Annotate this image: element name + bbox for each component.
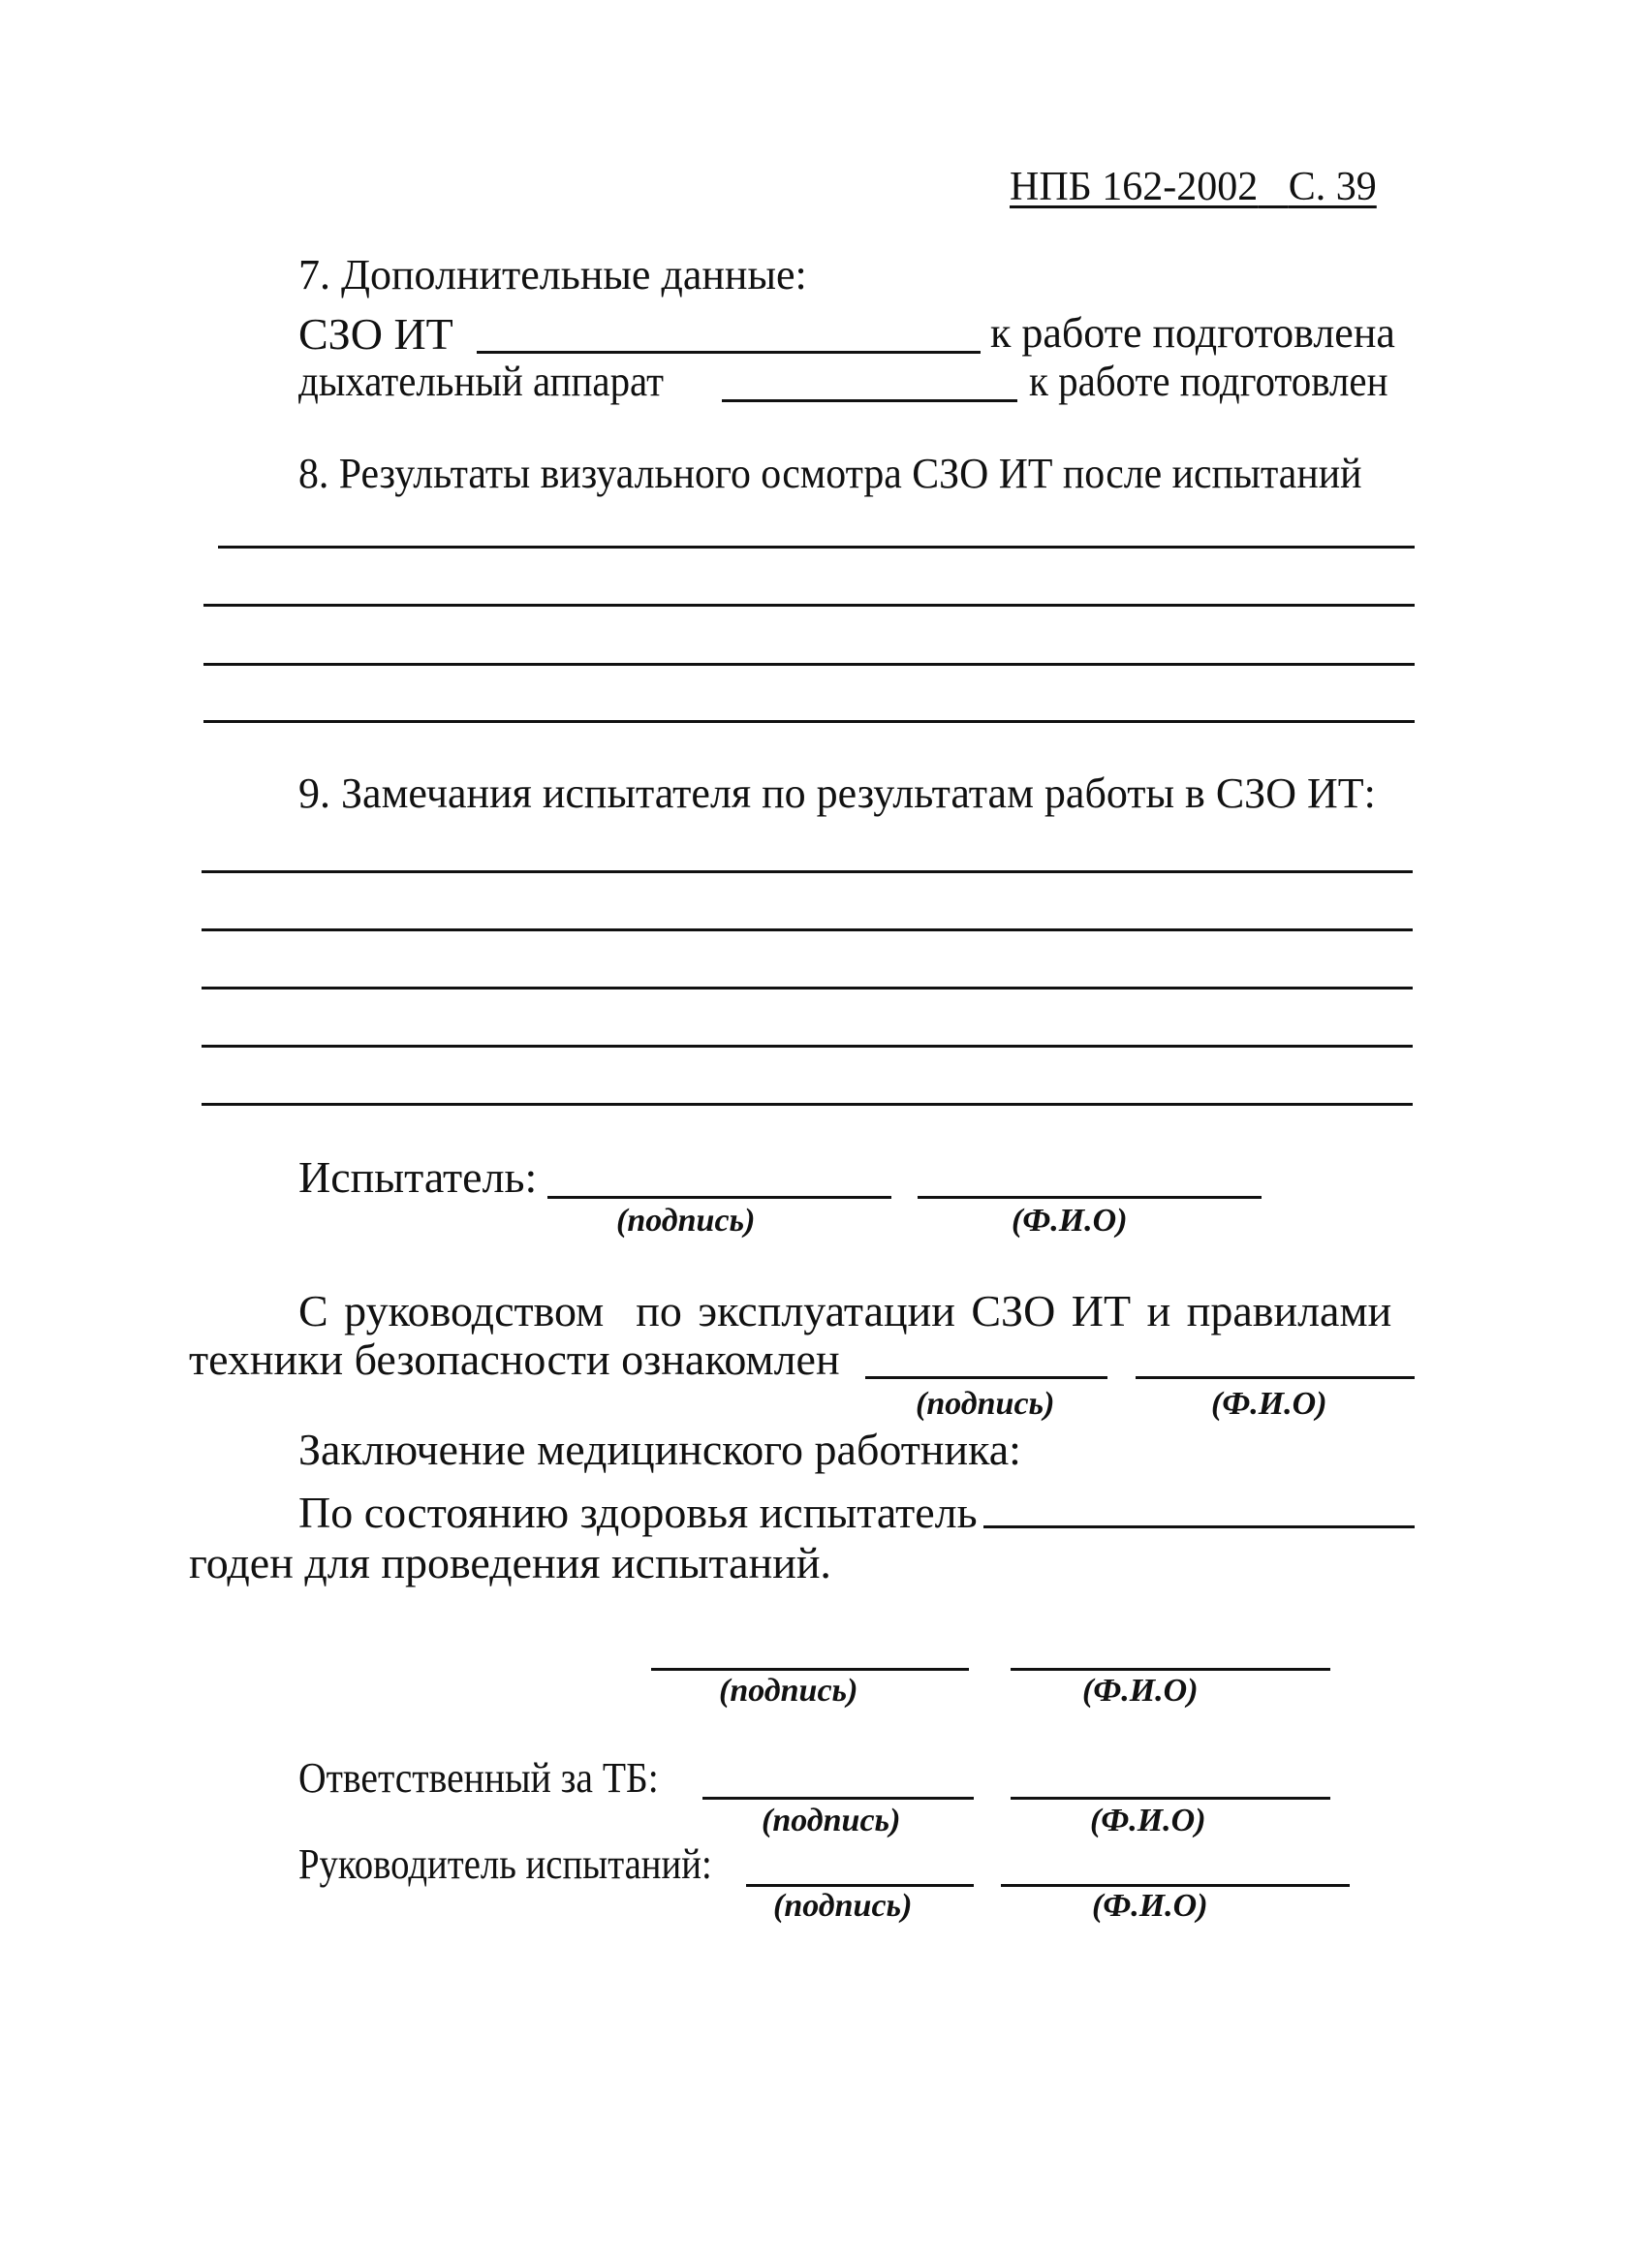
- safety-name-caption: (Ф.И.О): [1090, 1803, 1206, 1838]
- test-manager-label: Руководитель испытаний:: [298, 1840, 712, 1888]
- section-8-line[interactable]: [203, 604, 1415, 607]
- section-8-line[interactable]: [203, 663, 1415, 666]
- page-header: [1010, 167, 1377, 207]
- safety-signature-caption: (подпись): [762, 1803, 901, 1838]
- section-9-heading: 9. Замечания испытателя по результатам работы в СЗО ИТ:: [298, 769, 1376, 817]
- tester-signature-line[interactable]: [547, 1196, 891, 1199]
- breathing-apparatus-blank-line[interactable]: [722, 399, 1017, 402]
- section-8-line[interactable]: [218, 546, 1415, 549]
- acknowledgement-line-1: [298, 1286, 1392, 1335]
- tester-name-caption: (Ф.И.О): [1012, 1203, 1128, 1239]
- medical-tester-name-line[interactable]: [983, 1525, 1415, 1528]
- acknowledgement-line-2: техники безопасности ознакомлен: [189, 1335, 840, 1384]
- acknowledgement-name-caption: (Ф.И.О): [1211, 1386, 1327, 1422]
- section-9-line[interactable]: [202, 1045, 1413, 1048]
- medical-signature-caption: (подпись): [719, 1673, 858, 1709]
- acknowledgement-signature-line[interactable]: [865, 1376, 1107, 1379]
- manager-name-caption: (Ф.И.О): [1092, 1888, 1208, 1924]
- manager-signature-caption: (подпись): [773, 1888, 913, 1924]
- section-8-heading: 8. Результаты визуального осмотра СЗО ИТ после испытаний: [298, 450, 1362, 497]
- medical-fit-text: годен для проведения испытаний.: [189, 1538, 831, 1587]
- acknowledgement-name-line[interactable]: [1136, 1376, 1415, 1379]
- safety-responsible-label: Ответственный за ТБ:: [298, 1754, 659, 1802]
- medical-health-text: По состоянию здоровья испытатель: [298, 1488, 978, 1537]
- medical-signature-line[interactable]: [651, 1668, 969, 1671]
- acknowledgement-middle: по эксплуатации СЗО ИТ и правилами: [636, 1286, 1392, 1335]
- page-number: С. 39: [1288, 165, 1377, 209]
- manager-name-line[interactable]: [1001, 1884, 1350, 1887]
- tester-name-line[interactable]: [918, 1196, 1262, 1199]
- medical-conclusion-heading: Заключение медицинского работника:: [298, 1425, 1021, 1474]
- breathing-apparatus-label: дыхательный аппарат: [298, 358, 665, 405]
- section-8-line[interactable]: [203, 720, 1415, 723]
- tester-label: Испытатель:: [298, 1152, 538, 1202]
- section-9-line[interactable]: [202, 1103, 1413, 1106]
- safety-signature-line[interactable]: [702, 1797, 974, 1800]
- section-9-line[interactable]: [202, 870, 1413, 873]
- szo-it-status: к работе подготовлена: [990, 309, 1395, 357]
- standard-code: НПБ 162-2002: [1010, 165, 1259, 209]
- manager-signature-line[interactable]: [746, 1884, 974, 1887]
- section-9-line[interactable]: [202, 928, 1413, 931]
- acknowledgement-signature-caption: (подпись): [916, 1386, 1055, 1422]
- szo-it-blank-line[interactable]: [477, 351, 981, 354]
- breathing-apparatus-status: к работе подготовлен: [1029, 358, 1388, 405]
- medical-name-caption: (Ф.И.О): [1082, 1673, 1199, 1709]
- acknowledgement-start: С руководством: [298, 1286, 605, 1335]
- section-7-heading: 7. Дополнительные данные:: [298, 251, 807, 298]
- tester-signature-caption: (подпись): [616, 1203, 756, 1239]
- safety-name-line[interactable]: [1011, 1797, 1330, 1800]
- section-9-line[interactable]: [202, 987, 1413, 989]
- medical-name-line[interactable]: [1011, 1668, 1330, 1671]
- szo-it-label: СЗО ИТ: [298, 309, 453, 359]
